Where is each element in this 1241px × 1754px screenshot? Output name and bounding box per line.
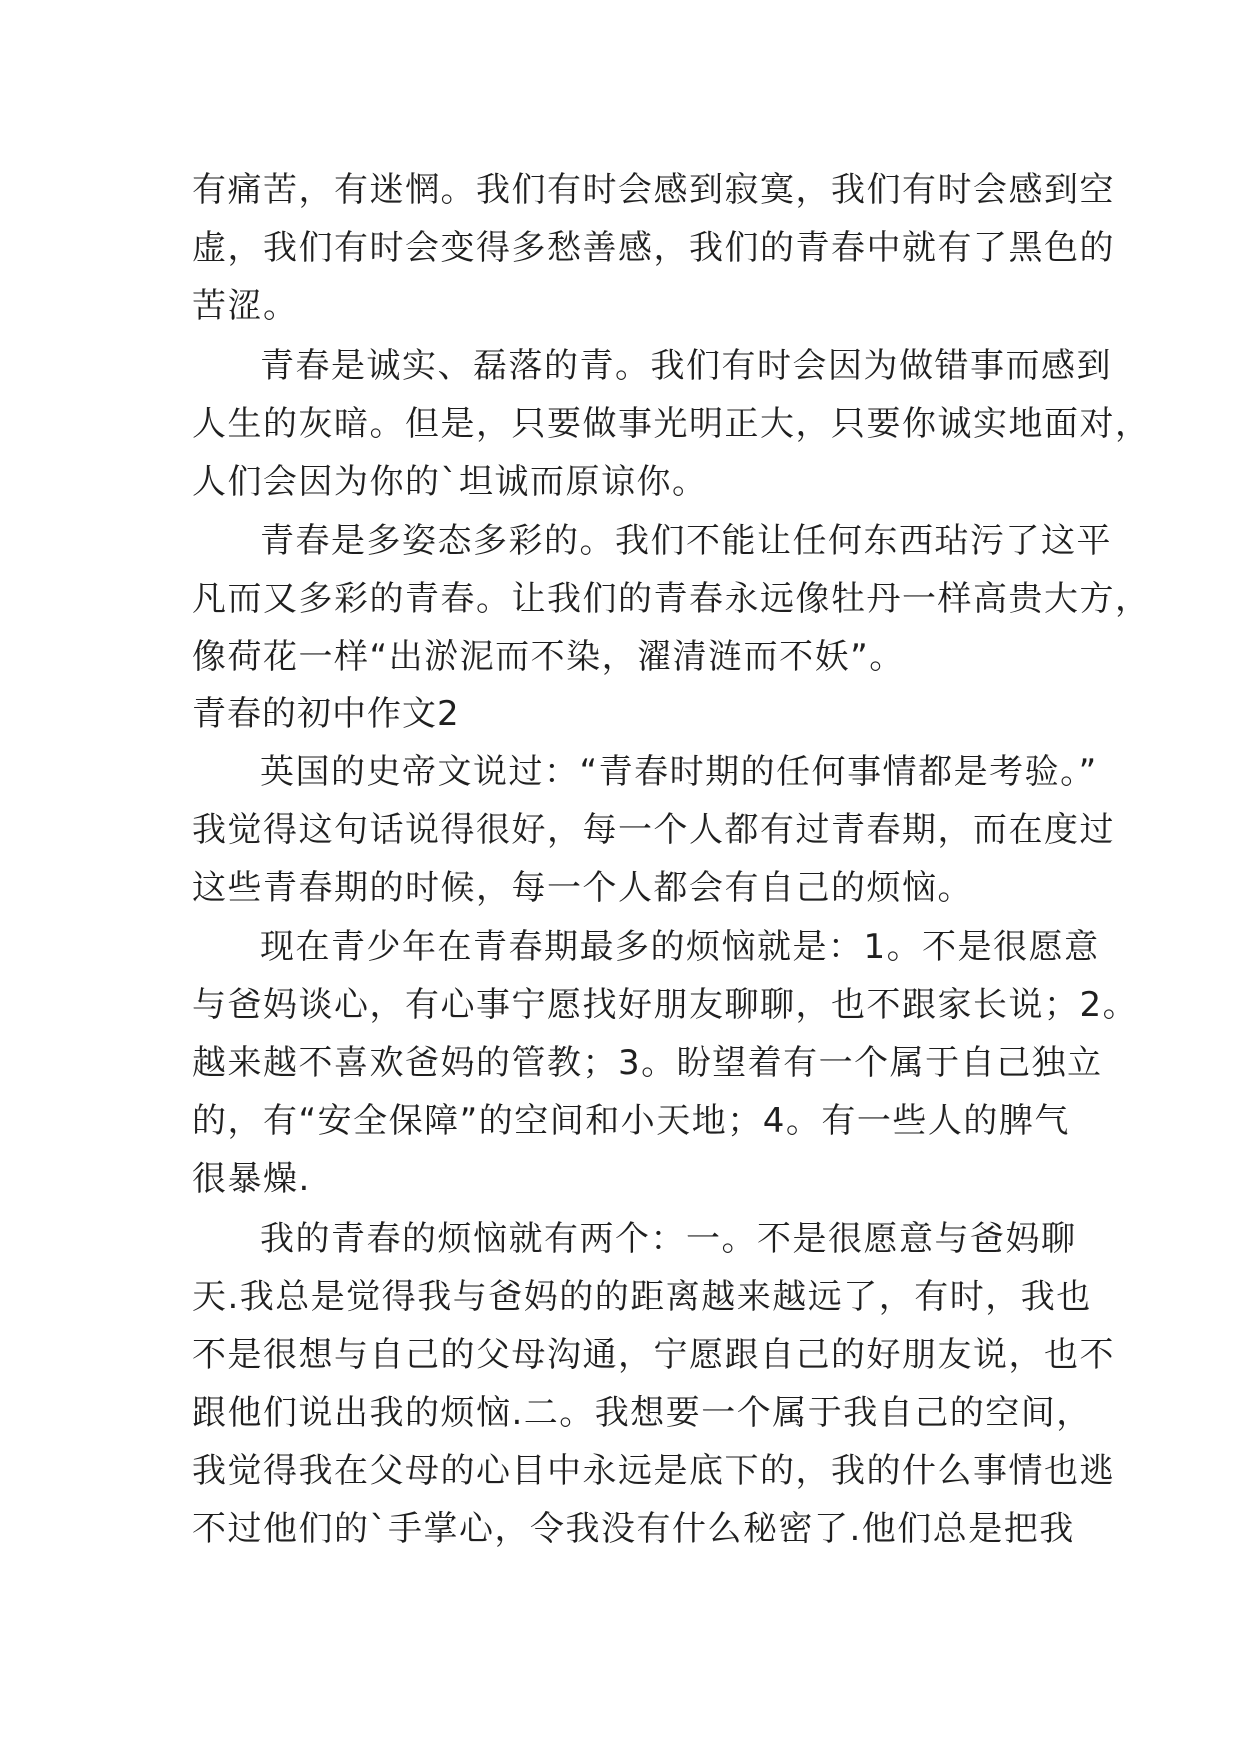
paragraph-4-line-1: 英国的史帝文说过：“青春时期的任何事情都是考验。” [260,752,1098,792]
paragraph-5-line-3: 越来越不喜欢爸妈的管教；3。盼望着有一个属于自己独立 [192,1043,1103,1083]
paragraph-5-line-5: 很暴燥. [192,1159,311,1199]
paragraph-5-line-4: 的，有“安全保障”的空间和小天地；4。有一些人的脾气 [192,1101,1070,1141]
paragraph-5-line-2: 与爸妈谈心，有心事宁愿找好朋友聊聊，也不跟家长说；2。 [192,985,1139,1025]
paragraph-3-line-3: 像荷花一样“出淤泥而不染，濯清涟而不妖”。 [192,637,905,677]
paragraph-2-line-1: 青春是诚实、磊落的青。我们有时会因为做错事而感到 [260,346,1112,386]
paragraph-2-line-3: 人们会因为你的`坦诚而原谅你。 [192,462,708,502]
paragraph-6-line-1: 我的青春的烦恼就有两个：一。不是很愿意与爸妈聊 [260,1219,1077,1259]
paragraph-4-line-3: 这些青春期的时候，每一个人都会有自己的烦恼。 [192,868,973,908]
paragraph-4-line-2: 我觉得这句话说得很好，每一个人都有过青春期，而在度过 [192,810,1115,850]
paragraph-6-line-4: 跟他们说出我的烦恼.二。我想要一个属于我自己的空间， [192,1393,1092,1433]
paragraph-6-line-3: 不是很想与自己的父母沟通，宁愿跟自己的好朋友说，也不 [192,1335,1115,1375]
paragraph-3-line-2: 凡而又多彩的青春。让我们的青春永远像牡丹一样高贵大方， [192,579,1151,619]
paragraph-1-line-2: 虚，我们有时会变得多愁善感，我们的青春中就有了黑色的 [192,228,1115,268]
paragraph-1-line-3: 苦涩。 [192,286,299,326]
paragraph-6-line-5: 我觉得我在父母的心目中永远是底下的，我的什么事情也逃 [192,1451,1115,1491]
paragraph-1-line-1: 有痛苦，有迷惘。我们有时会感到寂寞，我们有时会感到空 [192,170,1115,210]
paragraph-3-line-1: 青春是多姿态多彩的。我们不能让任何东西玷污了这平 [260,521,1112,561]
paragraph-5-line-1: 现在青少年在青春期最多的烦恼就是：1。不是很愿意 [260,927,1100,967]
section-heading: 青春的初中作文2 [192,694,460,734]
paragraph-6-line-2: 天.我总是觉得我与爸妈的的距离越来越远了，有时，我也 [192,1277,1092,1317]
paragraph-2-line-2: 人生的灰暗。但是，只要做事光明正大，只要你诚实地面对， [192,404,1151,444]
paragraph-6-line-6: 不过他们的`手掌心，令我没有什么秘密了.他们总是把我 [192,1509,1075,1549]
